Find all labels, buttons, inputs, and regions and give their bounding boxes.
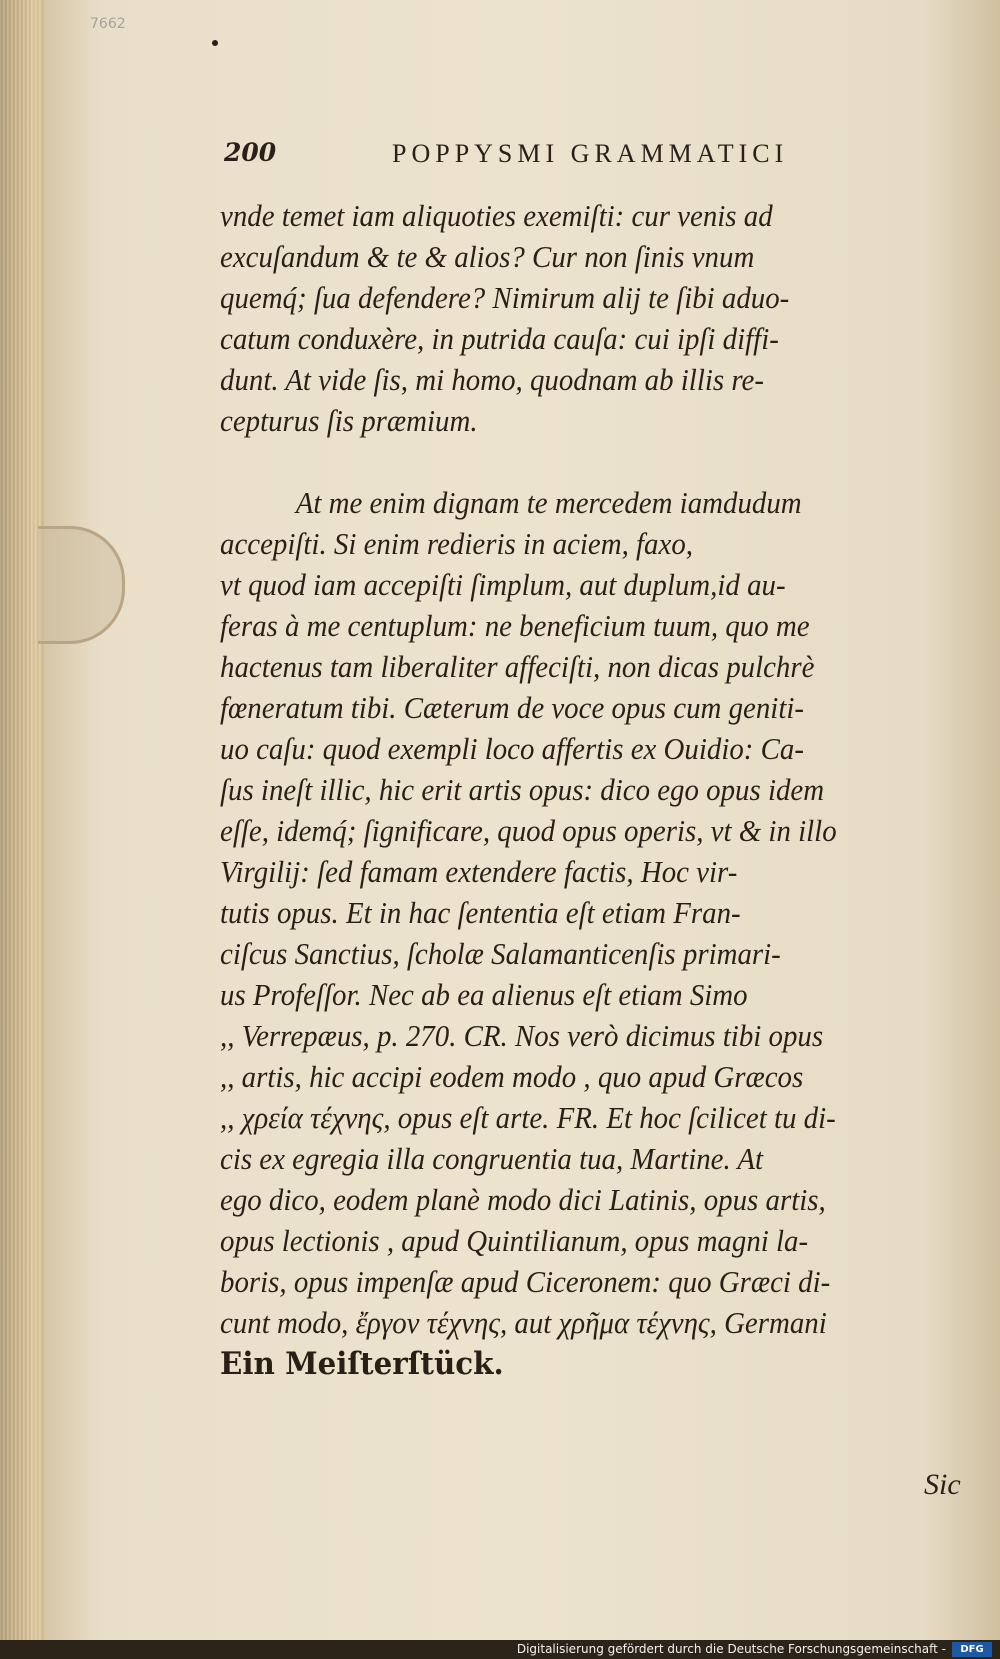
text-line: cepturus ſis præmium.: [220, 404, 478, 438]
text-line: ſus ineſt illic, hic erit artis opus: dico ego opus idem: [220, 773, 825, 807]
running-title: POPPYSMI GRAMMATICI: [392, 139, 789, 168]
catchword: Sic: [924, 1468, 961, 1501]
text-line: eſſe, idemq́; ſignificare, quod opus operis, vt & in illo: [220, 814, 837, 848]
text-line: excuſandum & te & alios? Cur non ſinis vnum: [220, 240, 755, 274]
text-line: quemq́; ſua defendere? Nimirum alij te ſibi aduo-: [220, 281, 790, 315]
page-tab-marker: [38, 526, 125, 644]
text-line: ,, Verrepæus, p. 270. CR. Nos verò dicimus tibi opus: [220, 1019, 824, 1053]
catalog-number: 7662: [90, 16, 126, 32]
text-line: accepiſti. Si enim redieris in aciem, faxo,: [220, 527, 693, 561]
page-number: 200: [224, 138, 277, 167]
text-line: us Profeſſor. Nec ab ea alienus eſt etiam Simo: [220, 978, 748, 1012]
text-line: hactenus tam liberaliter affeciſti, non dicas pulchrè: [220, 650, 815, 684]
text-line: tutis opus. Et in hac ſententia eſt etiam Fran-: [220, 896, 741, 930]
text-line: cis ex egregia illa congruentia tua, Martine. At: [220, 1142, 764, 1176]
footer-credit: Digitalisierung gefördert durch die Deutsche Forschungsgemeinschaft -: [516, 1642, 946, 1656]
ink-dot: [212, 40, 218, 46]
text-line: ,, χρεία τέχνης, opus eſt arte. FR. Et hoc ſcilicet tu di-: [220, 1101, 836, 1135]
text-line: boris, opus impenſæ apud Ciceronem: quo Græci di-: [220, 1265, 831, 1299]
text-line: ,, artis, hic accipi eodem modo , quo apud Græcos: [220, 1060, 804, 1094]
text-line: At me enim dignam te mercedem iamdudum: [295, 486, 802, 520]
dfg-logo-icon: DFG: [952, 1642, 992, 1657]
page-edges: [0, 0, 42, 1659]
text-line: opus lectionis , apud Quintilianum, opus magni la-: [220, 1224, 809, 1258]
text-line: catum conduxère, in putrida cauſa: cui ipſi diffi-: [220, 322, 779, 356]
body-text: [220, 196, 980, 1385]
text-line: ego dico, eodem planè modo dici Latinis, opus artis,: [220, 1183, 826, 1217]
text-line: cunt modo, ἔργον τέχνης, aut χρῆμα τέχνης, Germani: [220, 1306, 827, 1340]
text-line: ciſcus Sanctius, ſcholæ Salamanticenſis primari-: [220, 937, 781, 971]
paragraph-break: [220, 442, 940, 483]
text-line: vt quod iam accepiſti ſimplum, aut duplum,id au-: [220, 568, 786, 602]
text-line: dunt. At vide ſis, mi homo, quodnam ab illis re-: [220, 363, 764, 397]
text-line: vnde temet iam aliquoties exemiſti: cur venis ad: [220, 199, 773, 233]
text-line: feras à me centuplum: ne beneficium tuum, quo me: [220, 609, 810, 643]
fraktur-line: Ein Meiſterſtück.: [220, 1346, 504, 1382]
text-line: uo caſu: quod exempli loco affertis ex Ouidio: Ca-: [220, 732, 804, 766]
text-line: fœneratum tibi. Cæterum de voce opus cum geniti-: [220, 691, 805, 725]
page-header: [224, 138, 964, 188]
text-line: Virgilij: ſed famam extendere factis, Hoc vir-: [220, 855, 738, 889]
footer-bar: [0, 1640, 1000, 1659]
book-page: [44, 0, 1000, 1640]
